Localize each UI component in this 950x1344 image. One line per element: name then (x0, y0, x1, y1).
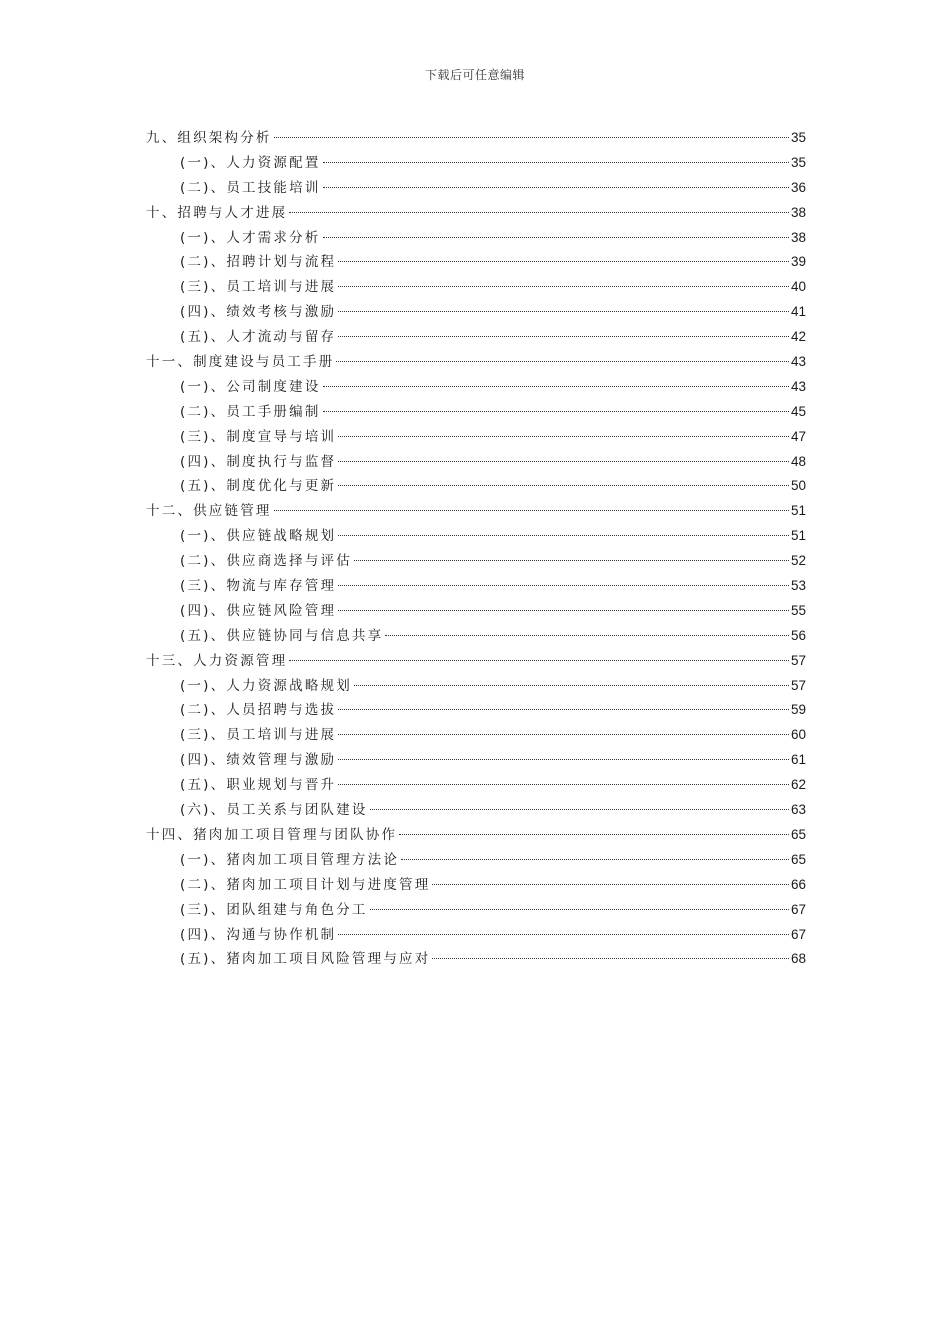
toc-entry-page-number: 43 (790, 378, 806, 394)
toc-entry-page-number: 50 (790, 478, 806, 494)
toc-entry-title: (二)、供应商选择与评估 (180, 553, 352, 570)
toc-entry-title: (五)、猪肉加工项目风险管理与应对 (180, 951, 431, 968)
toc-entry-page-number: 45 (790, 403, 806, 419)
toc-entry-title: (一)、供应链战略规划 (180, 528, 337, 545)
toc-entry-title: (一)、公司制度建设 (180, 378, 321, 395)
toc-entry-page-number: 57 (790, 652, 806, 668)
toc-dot-leader (323, 187, 789, 188)
toc-entry-title: 十二、供应链管理 (146, 503, 272, 520)
toc-section-entry[interactable] (146, 848, 806, 873)
toc-entry-title: (一)、人力资源配置 (180, 154, 321, 171)
toc-entry-page-number: 43 (790, 354, 806, 370)
toc-entry-title: (四)、绩效管理与激励 (180, 752, 337, 769)
toc-entry-page-number: 59 (790, 702, 806, 718)
toc-entry-title: (四)、沟通与协作机制 (180, 926, 337, 943)
toc-dot-leader (338, 311, 789, 312)
toc-entry-page-number: 38 (790, 204, 806, 220)
toc-entry-title: (六)、员工关系与团队建设 (180, 802, 368, 819)
toc-section-entry[interactable] (146, 474, 806, 499)
toc-entry-title: 九、组织架构分析 (146, 130, 272, 146)
toc-dot-leader (338, 709, 789, 710)
toc-entry-page-number: 66 (790, 876, 806, 892)
toc-entry-title: (三)、制度宣导与培训 (180, 428, 337, 445)
toc-entry-title: 十、招聘与人才进展 (146, 204, 288, 221)
toc-entry-page-number: 39 (790, 254, 806, 270)
toc-dot-leader (274, 137, 789, 138)
toc-entry-page-number: 62 (790, 777, 806, 793)
toc-entry-page-number: 56 (790, 627, 806, 643)
toc-entry-title: 十一、制度建设与员工手册 (146, 354, 335, 371)
toc-dot-leader (338, 485, 789, 486)
toc-dot-leader (323, 386, 789, 387)
toc-section-entry[interactable] (146, 400, 806, 425)
toc-dot-leader (338, 286, 789, 287)
toc-dot-leader (354, 685, 789, 686)
toc-dot-leader (323, 237, 789, 238)
toc-entry-title: (四)、制度执行与监督 (180, 453, 337, 470)
toc-entry-page-number: 60 (790, 727, 806, 743)
toc-dot-leader (338, 261, 789, 262)
toc-entry-page-number: 52 (790, 553, 806, 569)
toc-dot-leader (385, 635, 789, 636)
toc-entry-title: (二)、招聘计划与流程 (180, 254, 337, 271)
page-header: 下载后可任意编辑 (424, 68, 525, 82)
toc-section-entry[interactable] (146, 798, 806, 823)
toc-section-entry[interactable] (146, 176, 806, 201)
toc-entry-title: 十三、人力资源管理 (146, 652, 288, 669)
toc-section-entry[interactable] (146, 947, 806, 972)
toc-dot-leader (338, 734, 789, 735)
toc-dot-leader (336, 361, 789, 362)
toc-dot-leader (338, 461, 789, 462)
toc-section-entry[interactable] (146, 425, 806, 450)
toc-entry-page-number: 51 (790, 503, 806, 519)
toc-entry-page-number: 63 (790, 802, 806, 818)
toc-entry-page-number: 35 (790, 154, 806, 170)
toc-entry-title: (一)、人才需求分析 (180, 229, 321, 246)
toc-entry-page-number: 53 (790, 578, 806, 594)
toc-dot-leader (432, 958, 789, 959)
toc-entry-page-number: 47 (790, 428, 806, 444)
toc-entry-page-number: 42 (790, 329, 806, 345)
toc-dot-leader (432, 884, 789, 885)
toc-dot-leader (289, 660, 789, 661)
toc-section-entry[interactable] (146, 723, 806, 748)
toc-dot-leader (338, 784, 789, 785)
toc-section-entry[interactable] (146, 624, 806, 649)
toc-section-entry[interactable] (146, 574, 806, 599)
toc-section-entry[interactable] (146, 873, 806, 898)
toc-entry-page-number: 65 (790, 826, 806, 842)
toc-entry-title: (三)、员工培训与进展 (180, 727, 337, 744)
toc-entry-title: (三)、团队组建与角色分工 (180, 901, 368, 918)
toc-entry-page-number: 55 (790, 602, 806, 618)
toc-entry-title: (二)、人员招聘与选拔 (180, 702, 337, 719)
toc-section-entry[interactable] (146, 325, 806, 350)
toc-dot-leader (401, 859, 789, 860)
toc-section-entry[interactable] (146, 151, 806, 176)
toc-chapter-entry[interactable] (146, 350, 806, 375)
toc-section-entry[interactable] (146, 748, 806, 773)
toc-section-entry[interactable] (146, 698, 806, 723)
toc-section-entry[interactable] (146, 923, 806, 948)
toc-entry-page-number: 38 (790, 229, 806, 245)
toc-section-entry[interactable] (146, 450, 806, 475)
toc-entry-page-number: 61 (790, 752, 806, 768)
toc-section-entry[interactable] (146, 898, 806, 923)
toc-dot-leader (274, 510, 789, 511)
toc-entry-page-number: 35 (790, 130, 806, 145)
toc-dot-leader (338, 934, 789, 935)
toc-dot-leader (338, 610, 789, 611)
toc-entry-page-number: 65 (790, 851, 806, 867)
toc-entry-title: (五)、人才流动与留存 (180, 329, 337, 346)
toc-entry-title: (一)、人力资源战略规划 (180, 677, 352, 694)
toc-entry-page-number: 67 (790, 926, 806, 942)
toc-entry-page-number: 68 (790, 951, 806, 967)
toc-entry-page-number: 48 (790, 453, 806, 469)
toc-chapter-entry[interactable] (146, 126, 806, 151)
toc-section-entry[interactable] (146, 549, 806, 574)
toc-section-entry[interactable] (146, 599, 806, 624)
toc-entry-page-number: 67 (790, 901, 806, 917)
toc-entry-title: (二)、员工手册编制 (180, 403, 321, 420)
toc-dot-leader (338, 535, 789, 536)
toc-dot-leader (323, 162, 789, 163)
toc-entry-title: (三)、物流与库存管理 (180, 578, 337, 595)
toc-entry-title: (五)、供应链协同与信息共享 (180, 627, 384, 644)
toc-entry-title: (五)、制度优化与更新 (180, 478, 337, 495)
toc-section-entry[interactable] (146, 674, 806, 699)
table-of-contents (146, 126, 806, 972)
toc-chapter-entry[interactable] (146, 823, 806, 848)
toc-entry-page-number: 36 (790, 179, 806, 195)
toc-entry-page-number: 40 (790, 279, 806, 295)
toc-chapter-entry[interactable] (146, 201, 806, 226)
toc-dot-leader (354, 560, 789, 561)
toc-entry-title: (四)、绩效考核与激励 (180, 304, 337, 321)
toc-section-entry[interactable] (146, 300, 806, 325)
toc-entry-title: (一)、猪肉加工项目管理方法论 (180, 851, 400, 868)
toc-section-entry[interactable] (146, 275, 806, 300)
toc-entry-title: (四)、供应链风险管理 (180, 602, 337, 619)
toc-dot-leader (338, 585, 789, 586)
toc-entry-page-number: 51 (790, 528, 806, 544)
toc-dot-leader (338, 436, 789, 437)
toc-entry-title: (二)、员工技能培训 (180, 179, 321, 196)
toc-dot-leader (370, 809, 789, 810)
toc-entry-title: 十四、猪肉加工项目管理与团队协作 (146, 826, 398, 843)
toc-section-entry[interactable] (146, 375, 806, 400)
toc-dot-leader (338, 336, 789, 337)
toc-dot-leader (399, 834, 789, 835)
toc-section-entry[interactable] (146, 226, 806, 251)
toc-chapter-entry[interactable] (146, 649, 806, 674)
toc-entry-page-number: 41 (790, 304, 806, 320)
toc-entry-title: (三)、员工培训与进展 (180, 279, 337, 296)
toc-section-entry[interactable] (146, 250, 806, 275)
toc-chapter-entry[interactable] (146, 499, 806, 524)
toc-entry-title: (二)、猪肉加工项目计划与进度管理 (180, 876, 431, 893)
toc-dot-leader (323, 411, 789, 412)
toc-dot-leader (289, 212, 789, 213)
toc-dot-leader (338, 759, 789, 760)
toc-entry-page-number: 57 (790, 677, 806, 693)
toc-section-entry[interactable] (146, 773, 806, 798)
toc-dot-leader (370, 909, 789, 910)
toc-entry-title: (五)、职业规划与晋升 (180, 777, 337, 794)
toc-section-entry[interactable] (146, 524, 806, 549)
